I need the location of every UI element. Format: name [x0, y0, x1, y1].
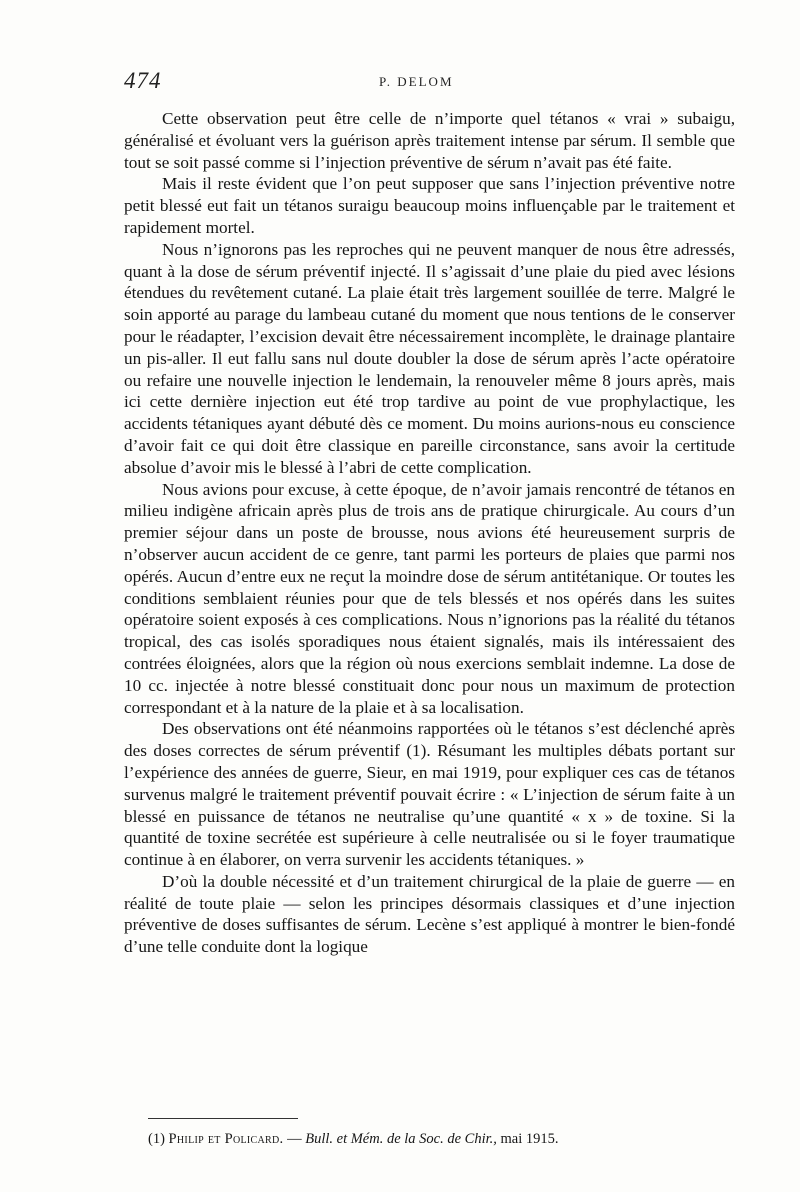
paragraph: Nous n’ignorons pas les reproches qui ne peuvent manquer de nous être adressés, quant à la dose de sérum préventif injecté. Il s’agissait d’une plaie du pied avec lésions étendues du revêtement cutané. La plaie était très largement souillée de terre. Malgré le soin apporté au parage du lambeau cutané du moment que nous tentions de le conserver pour le réadapter, l’excision devait être nécessairement incomplète, le drainage plantaire un pis-aller. Il eut fallu sans nul doute doubler la dose de sérum après l’acte opératoire ou refaire une nouvelle injection le lendemain, la renouveler même 8 jours après, mais ici cette dernière injection eut été trop tardive au point de vue prophylactique, les accidents tétaniques ayant débuté dès ce moment. Du moins aurions-nous eu conscience d’avoir fait ce qui doit être classique en pareille circonstance, sans avoir la certitude absolue d’avoir mis le blessé à l’abri de cette complication.	[124, 239, 735, 477]
footnote	[148, 1130, 708, 1148]
paragraph: Des observations ont été néanmoins rapportées où le tétanos s’est déclenché après des doses correctes de sérum préventif (1). Résumant les multiples débats portant sur l’expérience des années de guerre, Sieur, en mai 1919, pour expliquer ces cas de tétanos survenus malgré le traitement préventif pouvait écrire : « L’injection de sérum faite à un blessé en puissance de tétanos ne neutralise qu’une quantité « x » de toxine. Si la quantité de toxine secrétée est supérieure à celle neutralisée ou si le foyer traumatique continue à en élaborer, on verra survenir les accidents tétaniques. »	[124, 719, 735, 870]
page-number: 474	[124, 68, 162, 93]
paragraph: D’où la double nécessité et d’un traitement chirurgical de la plaie de guerre — en réalité de toute plaie — selon les principes désormais classiques et d’une injection préventive de doses suffisantes de sérum. Lecène s’est appliqué à montrer le bien-fondé d’une telle conduite dont la logique	[124, 871, 735, 957]
running-head: P. DELOM	[379, 74, 454, 89]
footnote-authors: Philip et Policard.	[168, 1131, 284, 1147]
footnote-marker: (1)	[148, 1131, 165, 1147]
paragraph: Mais il reste évident que l’on peut supposer que sans l’injection préventive notre petit blessé eut fait un tétanos suraigu beaucoup moins influençable par le traitement et rapidement mortel.	[124, 174, 735, 237]
paragraph: Cette observation peut être celle de n’importe quel tétanos « vrai » subaigu, généralisé et évoluant vers la guérison après traitement intense par sérum. Il semble que tout se soit passé comme si l’injection préventive de sérum n’avait pas été faite.	[124, 109, 735, 172]
footnote-date: mai 1915.	[500, 1131, 559, 1147]
page-header	[124, 68, 734, 98]
paragraph: Nous avions pour excuse, à cette époque, de n’avoir jamais rencontré de tétanos en milieu indigène africain après plus de trois ans de pratique chirurgicale. Au cours d’un premier séjour dans un poste de brousse, nous avions été heureusement surpris de n’observer aucun accident de ce genre, tant parmi les porteurs de plaies que parmi nos opérés. Aucun d’entre eux ne reçut la moindre dose de sérum antitétanique. Or toutes les conditions semblaient réunies pour que de tels blessés et nos opérés dans les suites opératoire soient exposés à ces complications. Nous n’ignorions pas la réalité du tétanos tropical, des cas isolés sporadiques nous étaient signalés, mais ils intéressaient des contrées éloignées, alors que la région où nous exercions semblait indemne. La dose de 10 cc. injectée à notre blessé constituait donc pour nous un maximum de protection correspondant et à la nature de la plaie et à sa localisation.	[124, 479, 735, 717]
footnote-journal: Bull. et Mém. de la Soc. de Chir.,	[305, 1131, 497, 1147]
body-text	[124, 108, 735, 958]
footnote-dash: —	[287, 1131, 302, 1147]
footnote-rule	[148, 1118, 298, 1119]
